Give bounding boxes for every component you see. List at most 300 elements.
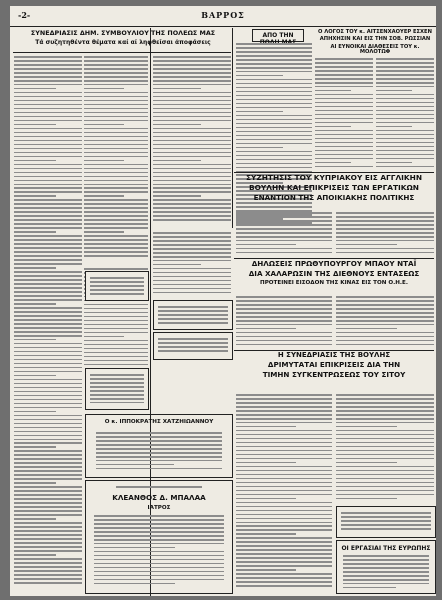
- text-line: [84, 187, 148, 189]
- text-line: [236, 462, 296, 464]
- text-line: [14, 160, 56, 162]
- text-line: [341, 524, 431, 526]
- text-line: [236, 67, 312, 69]
- text-line: [153, 187, 231, 189]
- text-line: [153, 140, 231, 142]
- text-line: [376, 134, 434, 136]
- text-line: [153, 160, 201, 162]
- text-line: [315, 138, 373, 140]
- text-line: [153, 236, 231, 238]
- text-line: [84, 120, 148, 122]
- text-line: [158, 310, 228, 312]
- text-line: [14, 399, 82, 401]
- text-line: [14, 411, 56, 413]
- text-line: [14, 530, 82, 532]
- text-line: [236, 320, 332, 322]
- text-line: [236, 494, 332, 496]
- text-line: [14, 510, 82, 512]
- text-line: [236, 324, 332, 326]
- text-line: [336, 474, 434, 476]
- text-line: [84, 184, 148, 186]
- text-line: [14, 104, 82, 106]
- text-line: [84, 344, 148, 346]
- text-line: [14, 383, 82, 385]
- text-line: [14, 219, 82, 221]
- text-line: [336, 316, 434, 318]
- text-line: [315, 74, 373, 76]
- text-line: [153, 292, 231, 294]
- text-line: [236, 87, 312, 89]
- text-line: [341, 512, 431, 514]
- text-line: [84, 84, 148, 86]
- text-line: [236, 426, 296, 428]
- headline-adenauer-2: ΑΠΗΧΗΣΙΝ ΚΑΙ ΕΙΣ ΤΗΝ ΣΟΒ. ΡΩΣΣΙΑΝ: [319, 36, 431, 43]
- text-line: [14, 187, 82, 189]
- text-line: [236, 159, 312, 161]
- text-line: [90, 277, 144, 279]
- text-line: [158, 338, 228, 340]
- text-line: [153, 252, 231, 254]
- text-line: [236, 533, 296, 535]
- text-line: [315, 62, 373, 64]
- text-line: [315, 114, 373, 116]
- text-line: [14, 76, 82, 78]
- text-line: [236, 438, 332, 440]
- text-line: [336, 426, 397, 428]
- text-line: [84, 231, 124, 233]
- text-line: [90, 386, 144, 388]
- bottom-box: [336, 540, 436, 594]
- text-line: [236, 498, 296, 500]
- text-line: [236, 458, 332, 460]
- text-line: [14, 514, 82, 516]
- text-line: [315, 94, 373, 96]
- text-line: [14, 231, 56, 233]
- text-line: [84, 304, 148, 306]
- text-line: [14, 207, 82, 209]
- paper-name: ΒΑΡΡΟΣ: [201, 10, 245, 20]
- text-line: [236, 43, 312, 45]
- text-line: [236, 228, 332, 230]
- headline-bao-1: ΔΗΛΩΣΕΙΣ ΠΡΩΘΥΠΟΥΡΓΟΥ ΜΠΑΟΥ ΝΤΑΪ: [251, 259, 417, 268]
- text-line: [336, 494, 434, 496]
- text-line: [336, 446, 434, 448]
- text-line: [376, 110, 434, 112]
- text-line: [153, 96, 231, 98]
- text-line: [236, 220, 332, 222]
- text-line: [236, 224, 332, 226]
- text-line: [14, 191, 82, 193]
- text-line: [84, 72, 148, 74]
- text-line: [84, 203, 148, 205]
- text-line: [84, 92, 148, 94]
- text-line: [236, 406, 332, 408]
- article-text-column: [336, 394, 434, 502]
- text-line: [153, 207, 231, 209]
- article-text-column: [153, 232, 231, 296]
- text-line: [336, 308, 434, 310]
- text-line: [14, 431, 82, 433]
- text-line: [236, 107, 312, 109]
- text-line: [14, 554, 56, 556]
- text-line: [153, 56, 231, 58]
- text-line: [336, 414, 434, 416]
- text-line: [14, 148, 82, 150]
- doctor-ad-box: [85, 480, 233, 594]
- text-line: [336, 482, 434, 484]
- text-line: [14, 482, 56, 484]
- text-line: [14, 546, 82, 548]
- text-line: [14, 64, 82, 66]
- text-line: [96, 456, 222, 458]
- text-line: [336, 402, 434, 404]
- city-box: [252, 29, 304, 42]
- text-line: [94, 535, 224, 537]
- text-line: [153, 148, 231, 150]
- text-line: [153, 256, 231, 258]
- text-line: [14, 534, 82, 536]
- text-line: [14, 211, 82, 213]
- text-line: [315, 102, 373, 104]
- text-line: [236, 466, 332, 468]
- headline-adenauer-1: Ο ΛΟΓΟΣ ΤΟΥ κ. ΑΙΤΣΕΝΧΑΟΥΕΡ ΕΣΧΕΝ: [318, 29, 432, 35]
- text-line: [14, 518, 56, 520]
- text-line: [236, 244, 296, 246]
- text-line: [315, 146, 373, 148]
- text-line: [153, 116, 231, 118]
- text-line: [14, 506, 82, 508]
- text-line: [336, 410, 434, 412]
- text-line: [84, 251, 148, 253]
- text-line: [14, 156, 82, 158]
- text-line: [343, 587, 396, 589]
- text-line: [153, 184, 231, 186]
- text-line: [84, 348, 148, 350]
- text-line: [84, 136, 148, 138]
- text-line: [96, 444, 222, 446]
- masthead: [10, 6, 436, 27]
- text-line: [84, 324, 148, 326]
- text-line: [14, 478, 82, 480]
- text-line: [14, 247, 82, 249]
- text-line: [153, 232, 231, 234]
- text-line: [90, 374, 144, 376]
- text-line: [14, 223, 82, 225]
- text-line: [376, 94, 434, 96]
- text-line: [153, 211, 231, 213]
- text-line: [14, 562, 82, 564]
- text-line: [343, 579, 429, 581]
- text-line: [84, 144, 148, 146]
- text-line: [84, 199, 148, 201]
- text-line: [236, 344, 332, 346]
- text-line: [94, 515, 224, 517]
- text-line: [336, 312, 434, 314]
- text-line: [376, 70, 434, 72]
- text-line: [376, 142, 434, 144]
- text-line: [84, 215, 148, 217]
- text-line: [236, 308, 332, 310]
- text-line: [336, 438, 434, 440]
- text-line: [84, 168, 148, 170]
- text-line: [236, 252, 332, 254]
- text-line: [14, 319, 82, 321]
- text-line: [94, 523, 224, 525]
- text-line: [84, 195, 124, 197]
- text-line: [84, 140, 148, 142]
- text-line: [315, 82, 373, 84]
- text-line: [376, 62, 434, 64]
- text-line: [14, 303, 56, 305]
- text-line: [96, 440, 222, 442]
- text-line: [14, 355, 82, 357]
- text-line: [14, 100, 82, 102]
- text-line: [14, 203, 82, 205]
- text-line: [376, 154, 434, 156]
- text-line: [315, 130, 373, 132]
- small-box: [85, 368, 149, 410]
- text-line: [236, 557, 332, 559]
- text-line: [94, 543, 224, 545]
- text-line: [14, 343, 82, 345]
- text-line: [236, 51, 312, 53]
- doctor-ad-role: ΙΑΤΡΟΣ: [147, 505, 171, 511]
- text-line: [14, 239, 82, 241]
- text-line: [84, 352, 148, 354]
- text-line: [376, 130, 434, 132]
- text-line: [236, 510, 332, 512]
- text-line: [14, 68, 82, 70]
- text-line: [84, 104, 148, 106]
- text-line: [236, 236, 332, 238]
- text-line: [336, 498, 397, 500]
- text-line: [14, 168, 82, 170]
- text-line: [236, 518, 332, 520]
- bao-headline: [234, 260, 434, 294]
- text-line: [153, 199, 231, 201]
- text-line: [236, 553, 332, 555]
- text-line: [116, 486, 202, 488]
- text-line: [376, 74, 434, 76]
- text-line: [336, 304, 434, 306]
- text-line: [236, 147, 283, 149]
- text-line: [236, 430, 332, 432]
- text-line: [14, 498, 82, 500]
- column-rule: [232, 28, 233, 228]
- text-line: [315, 118, 373, 120]
- text-line: [14, 359, 82, 361]
- text-line: [90, 281, 144, 283]
- text-line: [236, 486, 332, 488]
- article-text-column: [236, 394, 332, 592]
- text-line: [236, 549, 332, 551]
- text-line: [336, 228, 434, 230]
- text-line: [90, 390, 144, 392]
- text-line: [336, 462, 397, 464]
- text-line: [315, 150, 373, 152]
- text-line: [236, 296, 332, 298]
- text-line: [84, 132, 148, 134]
- text-line: [94, 531, 224, 533]
- text-line: [336, 232, 434, 234]
- text-line: [236, 167, 312, 169]
- text-line: [14, 172, 82, 174]
- text-line: [84, 316, 148, 318]
- text-line: [336, 470, 434, 472]
- text-line: [94, 555, 224, 557]
- text-line: [14, 140, 82, 142]
- text-line: [153, 264, 201, 266]
- text-line: [376, 146, 434, 148]
- text-line: [158, 350, 228, 352]
- text-line: [336, 486, 434, 488]
- text-line: [153, 100, 231, 102]
- headline-cyprus-1: ΣΥΖΗΤΗΣΙΣ ΤΟΥ ΚΥΠΡΙΑΚΟΥ ΕΙΣ ΑΓΓΛΙΚΗΝ: [245, 173, 423, 182]
- article-text-column: [336, 296, 434, 348]
- text-line: [14, 415, 82, 417]
- text-line: [94, 551, 224, 553]
- text-line: [14, 176, 82, 178]
- text-line: [14, 255, 82, 257]
- text-line: [84, 364, 148, 366]
- text-line: [336, 332, 434, 334]
- text-line: [236, 232, 332, 234]
- text-line: [236, 514, 332, 516]
- text-line: [236, 47, 312, 49]
- text-line: [236, 83, 312, 85]
- text-line: [236, 529, 332, 531]
- text-line: [84, 152, 148, 154]
- text-line: [153, 60, 231, 62]
- text-line: [336, 336, 434, 338]
- text-line: [84, 243, 148, 245]
- text-line: [14, 235, 82, 237]
- text-line: [236, 525, 332, 527]
- text-line: [236, 119, 312, 121]
- text-line: [96, 436, 222, 438]
- text-line: [376, 106, 434, 108]
- text-line: [14, 184, 82, 186]
- text-line: [14, 295, 82, 297]
- text-line: [315, 86, 373, 88]
- text-line: [153, 248, 231, 250]
- text-line: [153, 72, 231, 74]
- cyprus-headline: [234, 174, 434, 210]
- text-line: [376, 58, 434, 60]
- text-line: [14, 494, 82, 496]
- text-line: [14, 363, 82, 365]
- text-line: [236, 79, 312, 81]
- text-line: [84, 108, 148, 110]
- text-line: [376, 118, 434, 120]
- text-line: [153, 276, 231, 278]
- text-line: [84, 112, 148, 114]
- text-line: [96, 432, 222, 434]
- text-line: [236, 75, 283, 77]
- text-line: [336, 252, 434, 254]
- text-line: [153, 76, 231, 78]
- text-line: [84, 223, 148, 225]
- text-line: [336, 248, 434, 250]
- text-line: [336, 344, 434, 346]
- text-line: [153, 195, 201, 197]
- text-line: [153, 144, 231, 146]
- text-line: [14, 84, 82, 86]
- text-line: [14, 490, 82, 492]
- text-line: [336, 490, 434, 492]
- text-line: [336, 300, 434, 302]
- text-line: [14, 180, 82, 182]
- text-line: [84, 235, 148, 237]
- text-line: [236, 581, 332, 583]
- text-line: [94, 559, 224, 561]
- text-line: [84, 76, 148, 78]
- text-line: [376, 166, 434, 168]
- text-line: [153, 136, 231, 138]
- text-line: [14, 311, 82, 313]
- subheadline-city-council: Τά συζητηθέντα θέματα καί αί ληφθεῖσαι ἀποφάσεις: [35, 38, 211, 46]
- text-line: [14, 112, 82, 114]
- text-line: [153, 260, 231, 262]
- text-line: [14, 570, 82, 572]
- text-line: [341, 520, 431, 522]
- text-line: [14, 542, 82, 544]
- text-line: [236, 135, 312, 137]
- text-line: [14, 439, 82, 441]
- text-line: [236, 561, 332, 563]
- text-line: [14, 502, 82, 504]
- bottom-box-title: ΟΙ ΕΡΓΑΣΙΑΙ ΤΗΣ ΕΥΡΩΠΗΣ: [341, 545, 431, 552]
- text-line: [236, 537, 332, 539]
- city-council-headline: [13, 30, 233, 54]
- text-line: [236, 573, 332, 575]
- text-line: [14, 271, 82, 273]
- text-line: [336, 296, 434, 298]
- text-line: [14, 335, 82, 337]
- text-line: [14, 578, 82, 580]
- text-line: [14, 251, 82, 253]
- text-line: [236, 95, 312, 97]
- text-line: [14, 566, 82, 568]
- text-line: [153, 84, 231, 86]
- text-line: [94, 583, 175, 585]
- text-line: [14, 435, 82, 437]
- text-line: [90, 285, 144, 287]
- text-line: [315, 90, 351, 92]
- text-line: [14, 466, 82, 468]
- text-line: [236, 482, 332, 484]
- text-line: [14, 347, 82, 349]
- text-line: [376, 158, 434, 160]
- text-line: [315, 162, 351, 164]
- article-text-column: [14, 56, 82, 591]
- text-line: [153, 112, 231, 114]
- text-line: [14, 391, 82, 393]
- text-line: [84, 100, 148, 102]
- text-line: [14, 582, 82, 584]
- text-line: [315, 122, 373, 124]
- text-line: [84, 56, 148, 58]
- headline-parliament-3: ΤΙΜΗΝ ΣΥΓΚΕΝΤΡΩΣΕΩΣ ΤΟΥ ΣΙΤΟΥ: [262, 369, 406, 379]
- text-line: [315, 106, 373, 108]
- text-line: [158, 346, 228, 348]
- text-line: [153, 244, 231, 246]
- text-line: [236, 103, 312, 105]
- text-line: [336, 216, 434, 218]
- text-line: [236, 312, 332, 314]
- text-line: [236, 155, 312, 157]
- text-line: [96, 460, 222, 462]
